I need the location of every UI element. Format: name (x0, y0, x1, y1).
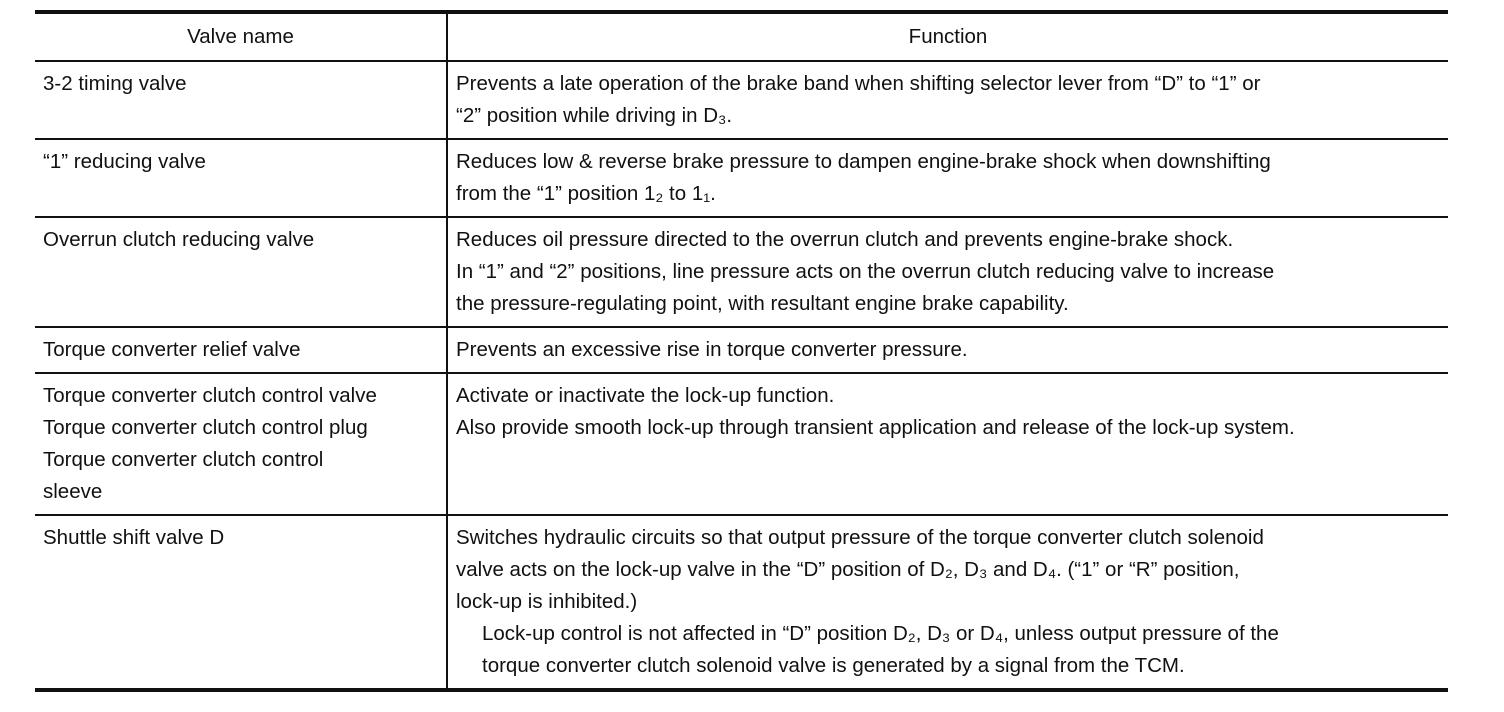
header-valve-name: Valve name (35, 12, 447, 61)
function-cell (447, 515, 1448, 690)
valve-name-line: Overrun clutch reducing valve (43, 228, 315, 251)
function-cell (447, 139, 1448, 217)
table-row (35, 139, 1448, 217)
function-note-line: Lock-up control is not affected in “D” position D₂, D₃ or D₄, unless output pressure of the (482, 622, 1279, 645)
valve-name-cell (35, 217, 447, 327)
function-line: In “1” and “2” positions, line pressure acts on the overrun clutch reducing valve to increase (456, 260, 1275, 283)
function-line: Activate or inactivate the lock-up function. (456, 384, 835, 407)
table-row (35, 515, 1448, 690)
function-cell (447, 61, 1448, 139)
header-function: Function (447, 12, 1448, 61)
function-line: the pressure-regulating point, with resultant engine brake capability. (456, 292, 1069, 315)
valve-function-table (35, 10, 1448, 692)
valve-name-line: Torque converter clutch control (43, 448, 324, 471)
valve-name-line: Torque converter clutch control valve (43, 384, 377, 407)
valve-name-line: Shuttle shift valve D (43, 526, 225, 549)
function-note-line: torque converter clutch solenoid valve is generated by a signal from the TCM. (482, 654, 1185, 677)
valve-name-cell (35, 373, 447, 515)
valve-name-cell (35, 139, 447, 217)
valve-name-cell (35, 327, 447, 373)
function-line: Switches hydraulic circuits so that output pressure of the torque converter clutch solenoid (456, 526, 1264, 549)
table-row (35, 61, 1448, 139)
valve-name-line: 3-2 timing valve (43, 72, 187, 95)
valve-name-line: Torque converter clutch control plug (43, 416, 368, 439)
valve-name-cell (35, 515, 447, 690)
function-line: Reduces low & reverse brake pressure to dampen engine-brake shock when downshifting (456, 150, 1271, 173)
function-cell (447, 373, 1448, 515)
function-line: Prevents a late operation of the brake band when shifting selector lever from “D” to “1” or (456, 72, 1261, 95)
function-line: from the “1” position 1₂ to 1₁. (456, 182, 716, 205)
function-line: valve acts on the lock-up valve in the “D” position of D₂, D₃ and D₄. (“1” or “R” position, (456, 558, 1240, 581)
table-row (35, 327, 1448, 373)
function-line: “2” position while driving in D₃. (456, 104, 733, 127)
table-row (35, 217, 1448, 327)
valve-name-line: “1” reducing valve (43, 150, 206, 173)
function-line: Prevents an excessive rise in torque converter pressure. (456, 338, 968, 361)
function-line: lock-up is inhibited.) (456, 590, 638, 613)
function-line: Reduces oil pressure directed to the overrun clutch and prevents engine-brake shock. (456, 228, 1234, 251)
table-header-row (35, 12, 1448, 61)
table-row (35, 373, 1448, 515)
function-cell (447, 327, 1448, 373)
valve-name-line: Torque converter relief valve (43, 338, 301, 361)
function-cell (447, 217, 1448, 327)
valve-name-line: sleeve (43, 480, 103, 503)
function-line: Also provide smooth lock-up through transient application and release of the lock-up system. (456, 416, 1295, 439)
valve-name-cell (35, 61, 447, 139)
valve-function-table-page (35, 10, 1448, 692)
